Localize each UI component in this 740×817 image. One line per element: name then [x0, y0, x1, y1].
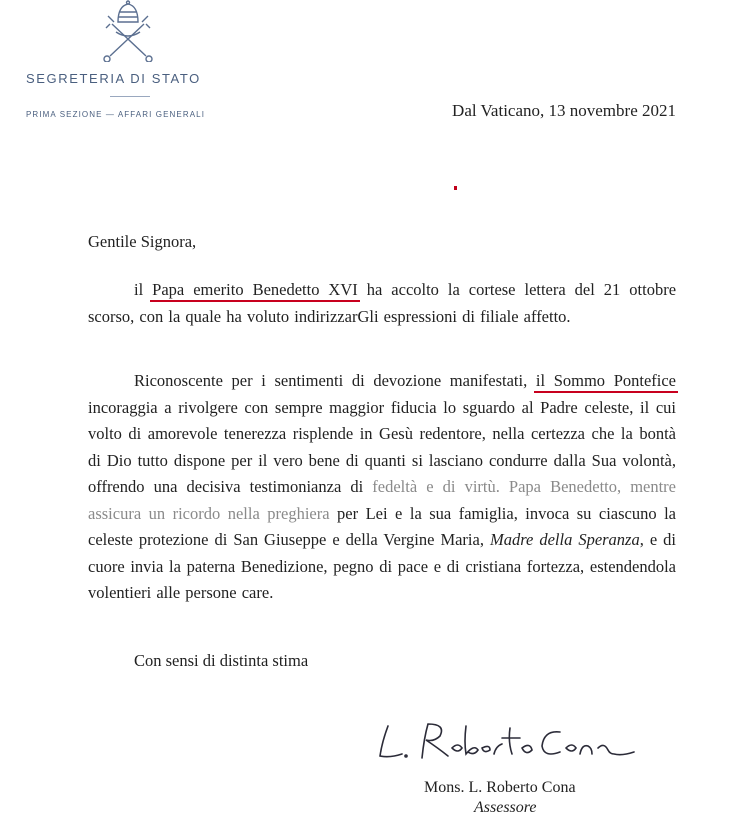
- paragraph-2-part3: per Lei e la sua famiglia, invoca su ciascuno la celeste protezione di San Giuseppe e della Vergine Maria,: [88, 503, 677, 549]
- office-name: SEGRETERIA DI STATO: [26, 71, 201, 86]
- paragraph-2-italic: Madre della Speranza: [489, 530, 640, 549]
- paragraph-2-part2: incoraggia a rivolgere con sempre maggior fiducia lo sguardo al Padre celeste, il cui volto di amorevole tenerezza risplende in Gesù redentore, nella certezza che la bontà di Dio tutto dispone per il vero bene di quanti si lasciano condurre dalla Sua volontà, offrendo una decisiva testimonianza di: [88, 397, 676, 496]
- papal-coat-of-arms-icon: [96, 0, 160, 62]
- paragraph-1-post: ha accolto la cortese lettera del 21 ottobre scorso, con la quale ha voluto indirizzarGli espressioni di filiale affetto.: [88, 280, 677, 326]
- paragraph-1: [88, 277, 676, 330]
- signer-role: Assessore: [474, 799, 537, 816]
- closing-line: Con sensi di distinta stima: [134, 651, 309, 670]
- paragraph-2-part1: Riconoscente per i sentimenti di devozione manifestati,: [134, 371, 528, 390]
- red-mark: [454, 186, 457, 190]
- office-section: PRIMA SEZIONE — AFFARI GENERALI: [26, 110, 206, 119]
- paragraph-2-faded-line: fedeltà e di virtù. Papa Benedetto, mentre assicura un ricordo nella preghiera: [88, 477, 676, 523]
- paragraph-2: [88, 368, 676, 607]
- paragraph-2-part4: , e di cuore invia la paterna Benedizione, pegno di pace e di cristiana fortezza, estendendola volentieri alle persone care.: [88, 530, 676, 602]
- paragraph-1-pre: il: [134, 280, 144, 299]
- letterhead-divider: [110, 96, 150, 97]
- highlight-papa-emerito: Papa emerito Benedetto XVI: [152, 280, 358, 299]
- signer-name: Mons. L. Roberto Cona: [424, 779, 576, 796]
- salutation: Gentile Signora,: [88, 232, 197, 251]
- date-line: Dal Vaticano, 13 novembre 2021: [452, 101, 676, 120]
- highlight-sommo-pontefice: il Sommo Pontefice: [535, 371, 677, 390]
- handwritten-signature: [374, 718, 644, 768]
